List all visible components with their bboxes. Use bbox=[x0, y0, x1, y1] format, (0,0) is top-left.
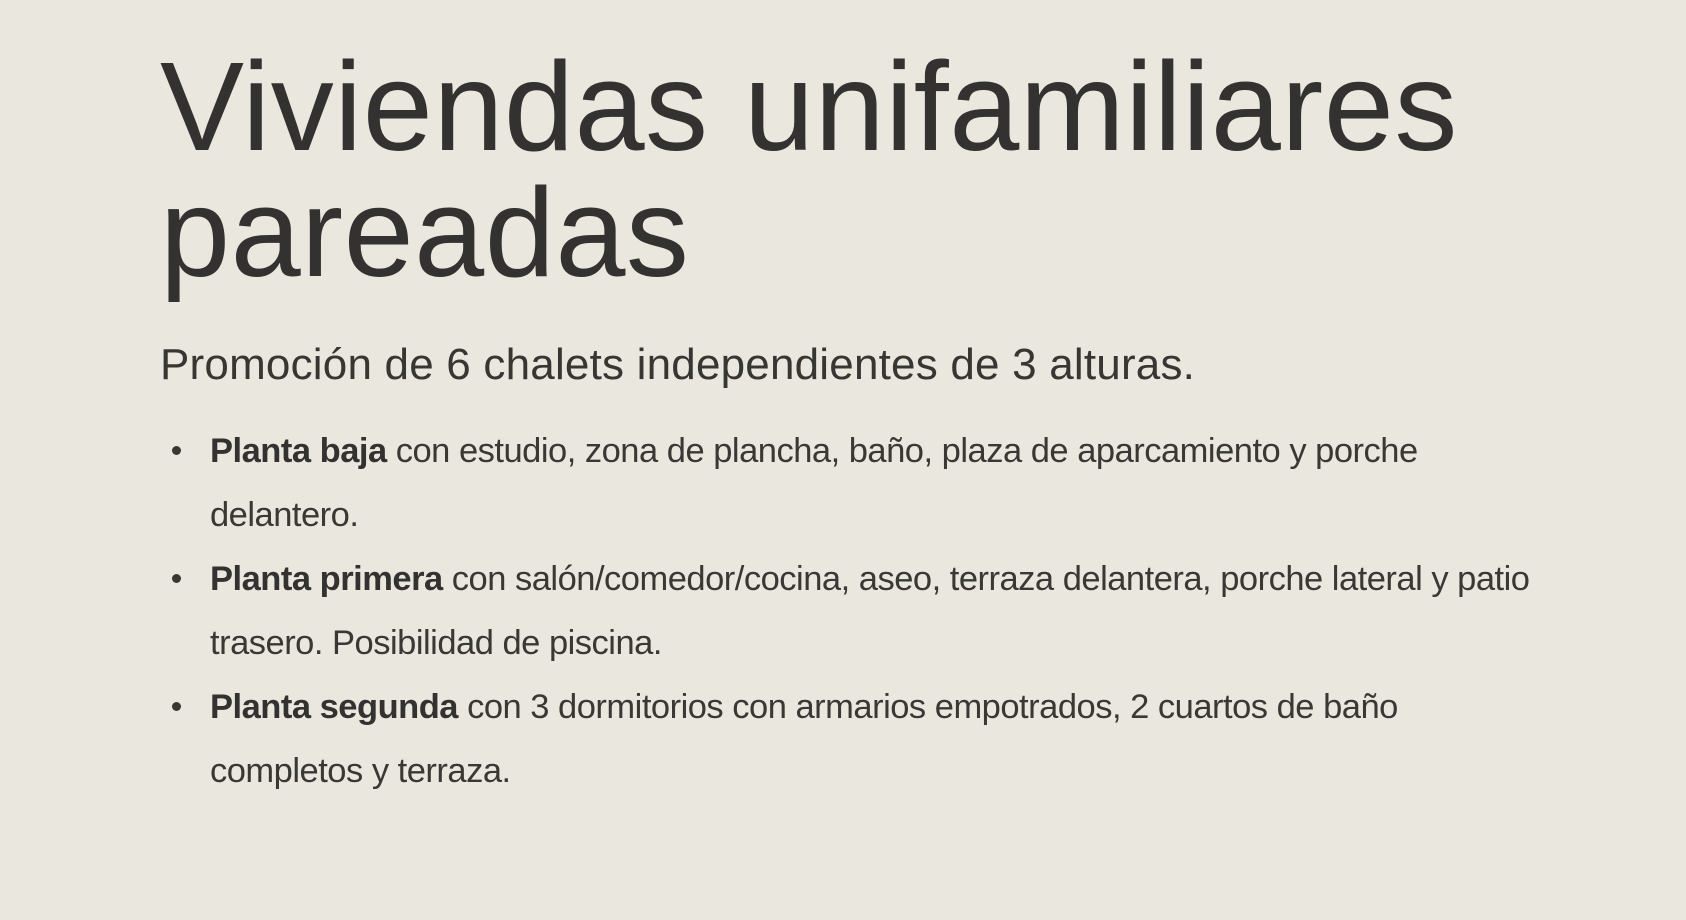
list-item bbox=[210, 675, 1535, 803]
feature-lead: Planta baja bbox=[210, 432, 387, 471]
list-item bbox=[210, 419, 1535, 547]
feature-lead: Planta primera bbox=[210, 560, 443, 599]
feature-text: con 3 dormitorios con armarios empotrados, 2 cuartos de baño completos y terraza. bbox=[210, 688, 1398, 791]
page-title: Viviendas unifamiliares pareadas bbox=[160, 36, 1458, 303]
feature-text: con salón/comedor/cocina, aseo, terraza delantera, porche lateral y patio trasero. Posibilidad de piscina. bbox=[210, 560, 1530, 663]
list-item bbox=[210, 547, 1535, 675]
feature-list bbox=[160, 419, 1535, 803]
listing-subtitle: Promoción de 6 chalets independientes de 3 alturas. bbox=[160, 340, 1196, 389]
feature-text: con estudio, zona de plancha, baño, plaza de aparcamiento y porche delantero. bbox=[210, 432, 1418, 535]
feature-lead: Planta segunda bbox=[210, 688, 458, 727]
